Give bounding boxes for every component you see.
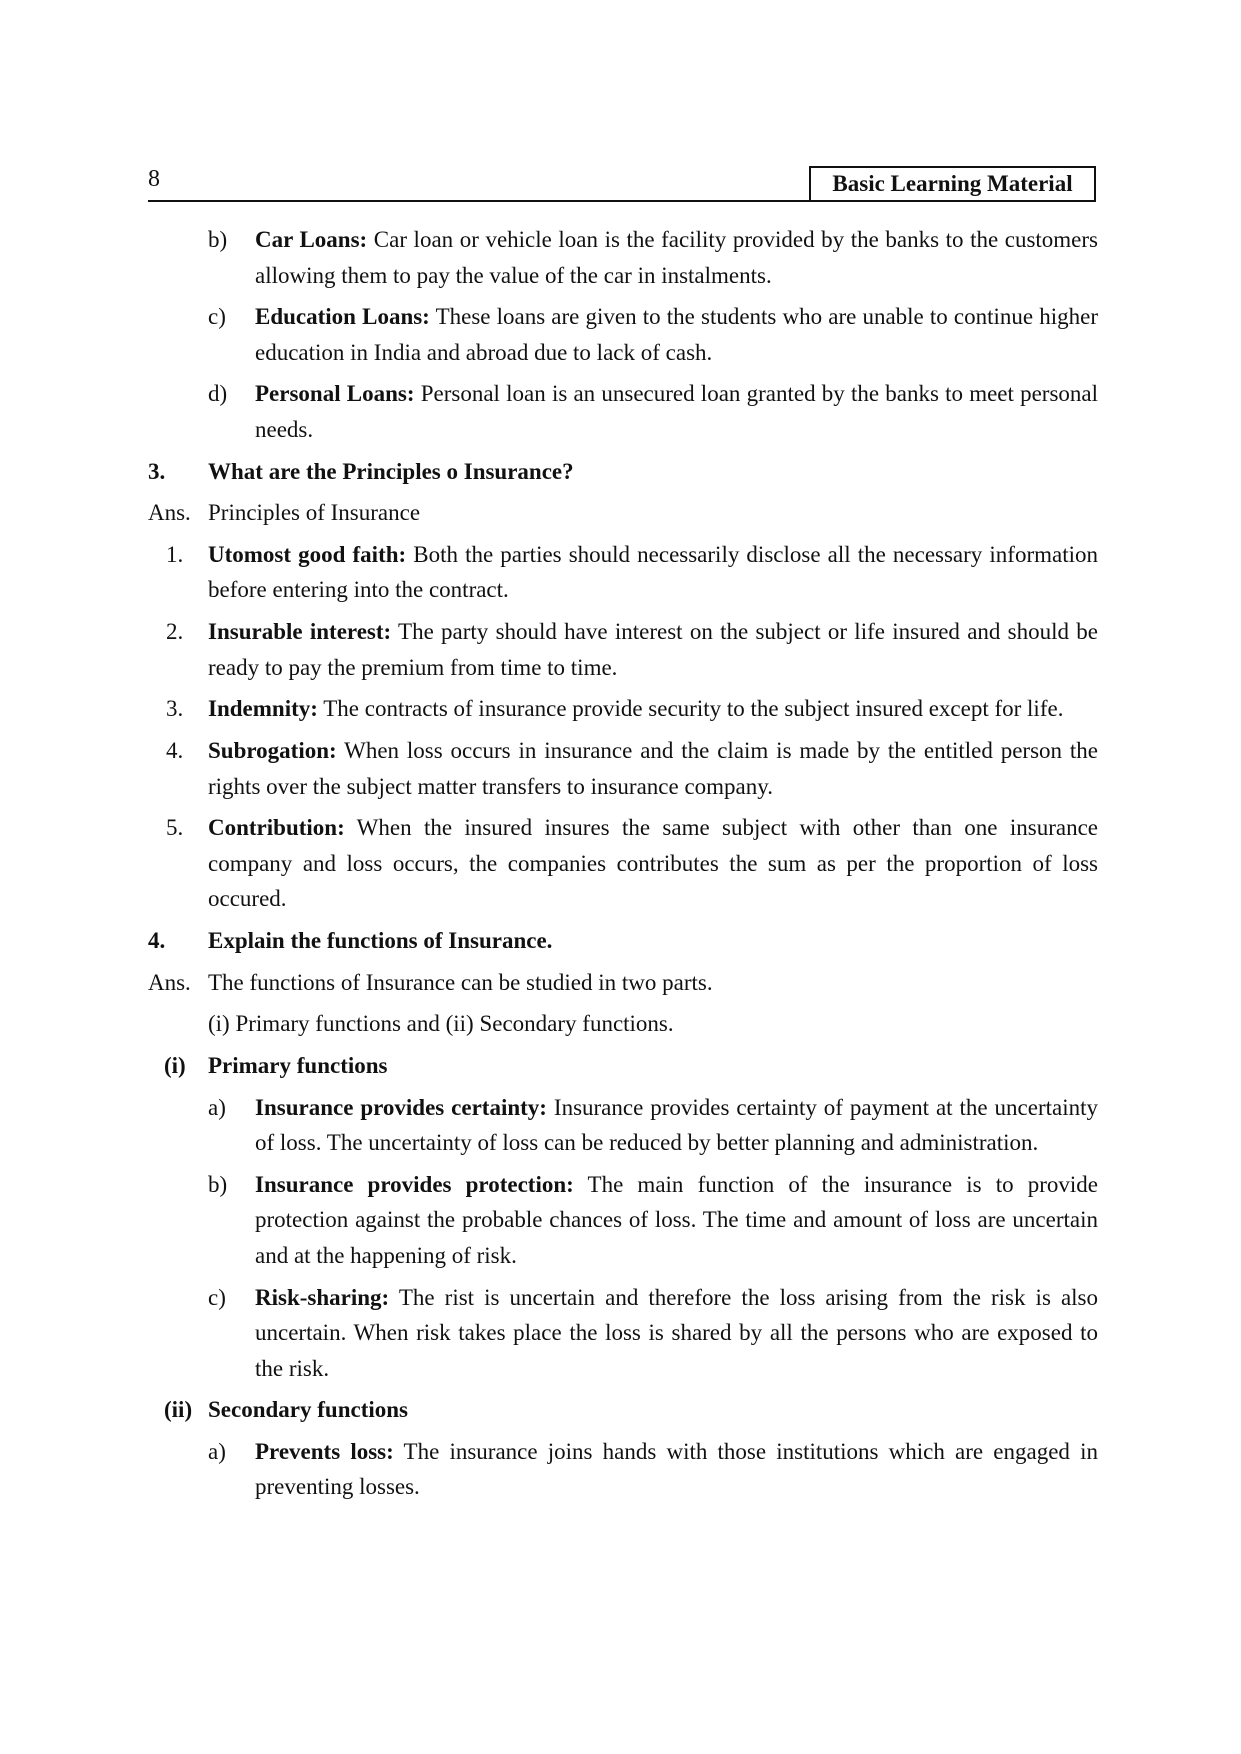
running-title: Basic Learning Material <box>809 166 1096 200</box>
ans-label: Ans. <box>148 500 191 526</box>
item-term: Contribution: <box>208 815 345 841</box>
item-text: When loss occurs in insurance and the claim is made by the entitled person the rights over the subject matter transfers to insurance company. <box>208 738 1098 799</box>
item-marker: 2. <box>166 619 184 645</box>
list-item <box>148 810 1098 917</box>
item-text: The main function of the insurance is to provide protection against the probable chances of loss. The time and amount of loss are uncertain and at the happening of risk. <box>255 1171 1098 1268</box>
item-term: Subrogation: <box>208 738 337 763</box>
list-item <box>148 691 1098 727</box>
item-term: Risk-sharing: <box>255 1284 390 1310</box>
list-item <box>148 1434 1098 1505</box>
page-number: 8 <box>148 166 160 192</box>
page-header <box>148 166 1096 202</box>
item-text: Car loan or vehicle loan is the facility provided by the banks to the customers allowing them to pay the value of the car in instalments. <box>255 227 1098 288</box>
list-item <box>148 376 1098 447</box>
item-term: Utomost good faith: <box>208 541 407 567</box>
section-heading: Secondary functions <box>208 1397 408 1423</box>
item-text: Both the parties should necessarily disclose all the necessary information before entering into the contract. <box>208 541 1098 603</box>
item-text: Insurance provides certainty of payment at the uncertainty of loss. The uncertainty of loss can be reduced by better planning and administration. <box>255 1094 1098 1156</box>
item-marker: 3. <box>166 696 184 722</box>
item-marker: 4. <box>166 738 184 763</box>
item-marker: b) <box>208 1171 228 1197</box>
question-text: Explain the functions of Insurance. <box>208 927 553 953</box>
answer-text: (i) Primary functions and (ii) Secondary functions. <box>208 1011 674 1037</box>
answer-intro <box>148 495 1098 531</box>
question-number: 3. <box>148 458 166 484</box>
section-heading-primary <box>148 1048 1098 1084</box>
item-text: When the insured insures the same subject with other than one insurance company and loss occurs, the companies contributes the sum as per the proportion of loss occured. <box>208 815 1098 912</box>
item-term: Prevents loss: <box>255 1438 394 1464</box>
list-item <box>148 1280 1098 1387</box>
item-text: The contracts of insurance provide security to the subject insured except for life. <box>317 696 1064 722</box>
item-term: Car Loans: <box>255 227 368 252</box>
answer-text: The functions of Insurance can be studied in two parts. <box>208 969 713 995</box>
item-term: Indemnity: <box>208 696 318 722</box>
list-item <box>148 1090 1098 1161</box>
question-4 <box>148 923 1098 959</box>
item-marker: 5. <box>166 815 184 841</box>
item-term: Education Loans: <box>255 304 430 330</box>
item-text: The party should have interest on the subject or life insured and should be ready to pay the premium from time to time. <box>208 619 1098 680</box>
section-marker: (ii) <box>164 1397 193 1423</box>
section-marker: (i) <box>164 1052 186 1078</box>
item-marker: b) <box>208 227 228 252</box>
question-number: 4. <box>148 927 166 953</box>
item-marker: c) <box>208 304 226 330</box>
item-term: Insurance provides certainty: <box>255 1094 547 1120</box>
list-item <box>148 299 1098 370</box>
list-item <box>148 1167 1098 1274</box>
list-item <box>148 537 1098 608</box>
item-text: The insurance joins hands with those institutions which are engaged in preventing losses. <box>255 1438 1098 1500</box>
page-content <box>148 222 1098 1511</box>
item-marker: d) <box>208 381 228 407</box>
ans-label: Ans. <box>148 969 191 995</box>
item-marker: a) <box>208 1094 226 1120</box>
item-text: These loans are given to the students who are unable to continue higher education in India and abroad due to lack of cash. <box>255 304 1098 365</box>
answer-text: Principles of Insurance <box>208 500 421 526</box>
list-item <box>148 222 1098 293</box>
item-marker: a) <box>208 1438 226 1464</box>
item-term: Insurance provides protection: <box>255 1171 574 1197</box>
section-heading-secondary <box>148 1392 1098 1428</box>
section-heading: Primary functions <box>208 1052 388 1078</box>
item-marker: c) <box>208 1284 226 1310</box>
question-3 <box>148 454 1098 490</box>
list-item <box>148 733 1098 804</box>
item-term: Insurable interest: <box>208 619 392 645</box>
answer-intro-continued <box>148 1006 1098 1042</box>
item-term: Personal Loans: <box>255 381 415 407</box>
answer-intro <box>148 965 1098 1001</box>
item-text: The rist is uncertain and therefore the loss arising from the risk is also uncertain. When risk takes place the loss is shared by all the persons who are exposed to the risk. <box>255 1284 1098 1381</box>
header-rule <box>148 200 1096 202</box>
list-item <box>148 614 1098 685</box>
question-text: What are the Principles o Insurance? <box>208 458 574 484</box>
item-marker: 1. <box>166 541 184 567</box>
item-text: Personal loan is an unsecured loan granted by the banks to meet personal needs. <box>255 381 1099 442</box>
